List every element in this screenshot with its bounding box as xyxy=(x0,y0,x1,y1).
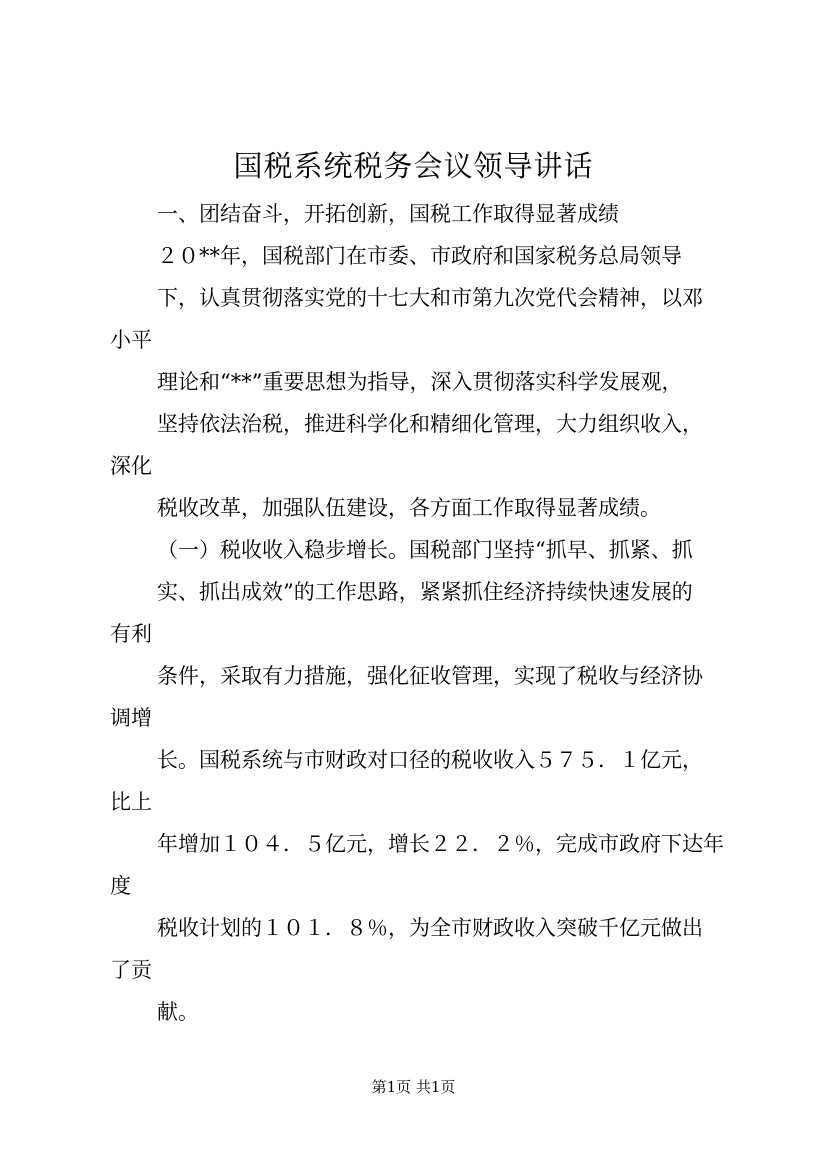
text-line: 献。 xyxy=(157,1000,199,1024)
text-line: 理论和“**”重要思想为指导，深入贯彻落实科学发展观， xyxy=(157,370,683,394)
text-line: 有利 xyxy=(110,622,152,646)
text-line: 了贡 xyxy=(110,958,152,982)
text-line: 税收计划的１０１．８％，为全市财政收入突破千亿元做出 xyxy=(157,916,703,940)
text-line: 年增加１０４．５亿元，增长２２．２％，完成市政府下达年 xyxy=(157,832,724,856)
document-title: 国税系统税务会议领导讲话 xyxy=(233,149,594,183)
text-line: （一）税收收入稳步增长。国税部门坚持“抓早、抓紧、抓 xyxy=(157,538,693,562)
page-footer: 第1页 共1页 xyxy=(371,1078,456,1096)
text-line: 深化 xyxy=(110,454,152,478)
text-line: 实、抓出成效”的工作思路，紧紧抓住经济持续快速发展的 xyxy=(157,580,693,604)
text-line: 长。国税系统与市财政对口径的税收收入５７５．１亿元， xyxy=(157,748,703,772)
text-line: 度 xyxy=(110,874,131,898)
text-line: 一、团结奋斗，开拓创新，国税工作取得显著成绩 xyxy=(157,202,619,226)
text-line: 税收改革，加强队伍建设，各方面工作取得显著成绩。 xyxy=(157,496,661,520)
text-line: 条件，采取有力措施，强化征收管理，实现了税收与经济协 xyxy=(157,664,703,688)
text-line: 比上 xyxy=(110,790,152,814)
text-line: 小平 xyxy=(110,328,152,352)
text-line: 下，认真贯彻落实党的十七大和市第九次党代会精神，以邓 xyxy=(157,286,703,310)
text-line: 调增 xyxy=(110,706,152,730)
text-line: ２０**年，国税部门在市委、市政府和国家税务总局领导 xyxy=(157,244,682,268)
text-line: 坚持依法治税，推进科学化和精细化管理，大力组织收入， xyxy=(157,412,703,436)
